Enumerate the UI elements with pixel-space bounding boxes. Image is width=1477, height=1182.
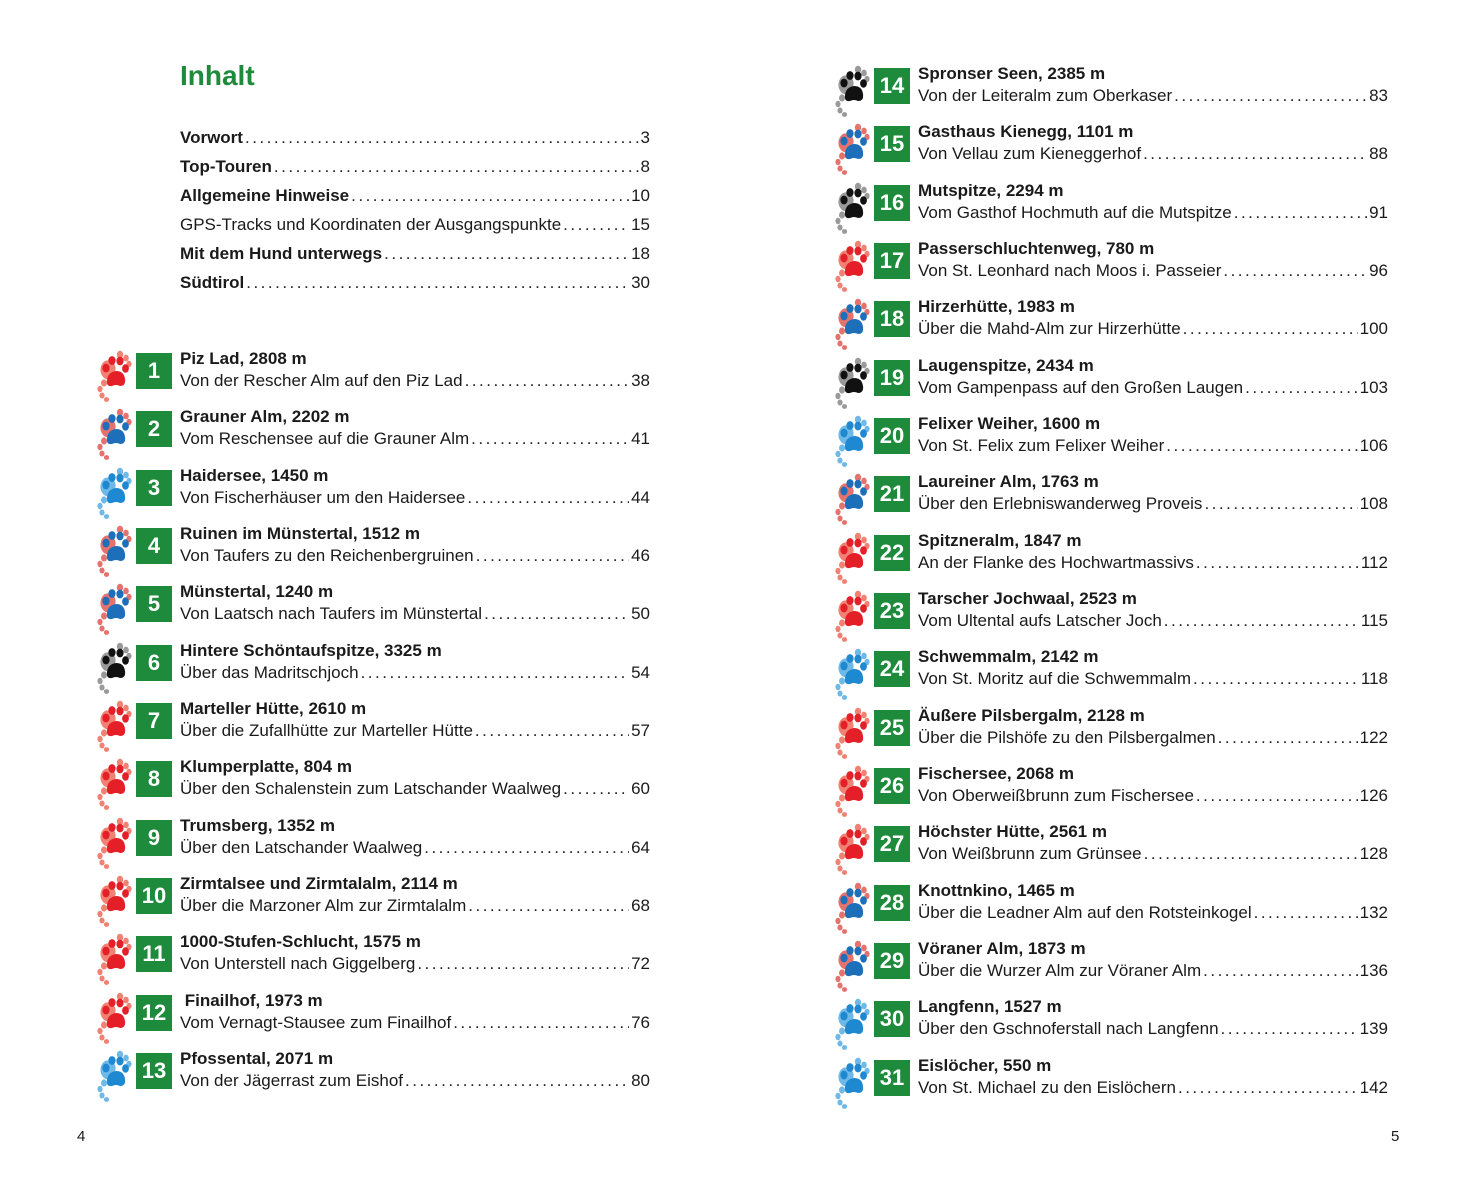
- tour-number: 27: [874, 826, 910, 862]
- tour-number: 4: [136, 528, 172, 564]
- toc-entry-page: 30: [631, 273, 650, 292]
- tour-number: 20: [874, 418, 910, 454]
- toc-entry-page: 10: [631, 186, 650, 205]
- tour-subtitle-row: [918, 260, 1388, 282]
- tour-subtitle: Vom Gasthof Hochmuth auf die Mutspitze: [918, 202, 1232, 222]
- tour-entry[interactable]: [96, 875, 650, 925]
- tour-entry[interactable]: [834, 823, 1388, 873]
- tour-title: 1000-Stufen-Schlucht, 1575 m: [180, 932, 421, 952]
- tour-number: 3: [136, 470, 172, 506]
- tour-subtitle: Vom Gampenpass auf den Großen Laugen: [918, 377, 1244, 397]
- paw-print-icon: [834, 182, 870, 234]
- tour-page: 136: [1359, 960, 1388, 980]
- leader-dots: [467, 487, 629, 509]
- paw-print-icon: [96, 933, 132, 985]
- leader-dots: [246, 273, 629, 293]
- tour-number: 24: [874, 651, 910, 687]
- tour-subtitle-row: [180, 487, 650, 509]
- leader-dots: [245, 128, 639, 148]
- leader-dots: [484, 603, 629, 625]
- paw-print-icon: [834, 473, 870, 525]
- tour-page: 91: [1369, 202, 1388, 222]
- tour-title: Finailhof, 1973 m: [180, 990, 323, 1010]
- tour-subtitle: Über den Erlebniswanderweg Proveis: [918, 494, 1203, 514]
- tour-number: 19: [874, 360, 910, 396]
- tour-title: Trumsberg, 1352 m: [180, 815, 335, 835]
- tour-number: 30: [874, 1001, 910, 1037]
- intro-toc-list: [180, 128, 650, 302]
- tour-title: Klumperplatte, 804 m: [180, 757, 352, 777]
- tour-entry[interactable]: [96, 350, 650, 400]
- tour-title: Tarscher Jochwaal, 2523 m: [918, 588, 1137, 608]
- paw-print-icon: [834, 765, 870, 817]
- leader-dots: [476, 545, 629, 567]
- tour-number: 15: [874, 126, 910, 162]
- tour-entry[interactable]: [834, 357, 1388, 407]
- leader-dots: [417, 953, 629, 975]
- tour-subtitle-row: [180, 953, 650, 975]
- tour-entry[interactable]: [96, 525, 650, 575]
- leader-dots: [424, 837, 629, 859]
- tour-entry[interactable]: [834, 998, 1388, 1048]
- tour-entry[interactable]: [96, 583, 650, 633]
- tour-number: 23: [874, 593, 910, 629]
- tour-number: 7: [136, 703, 172, 739]
- tour-entry[interactable]: [834, 1057, 1388, 1107]
- tour-entry[interactable]: [96, 467, 650, 517]
- tour-page: 57: [631, 720, 650, 740]
- tour-subtitle: An der Flanke des Hochwartmassivs: [918, 552, 1194, 572]
- paw-print-icon: [96, 1050, 132, 1102]
- tour-subtitle: Von St. Felix zum Felixer Weiher: [918, 435, 1165, 455]
- paw-print-icon: [834, 240, 870, 292]
- tour-subtitle: Über den Gschnoferstall nach Langfenn: [918, 1019, 1219, 1039]
- tour-number: 17: [874, 243, 910, 279]
- paw-print-icon: [834, 65, 870, 117]
- paw-print-icon: [96, 758, 132, 810]
- tour-page: 54: [631, 662, 650, 682]
- paw-print-icon: [96, 583, 132, 635]
- tour-subtitle-row: [918, 727, 1388, 749]
- tour-subtitle: Vom Reschensee auf die Grauner Alm: [180, 429, 470, 449]
- paw-print-icon: [834, 882, 870, 934]
- tour-page: 106: [1359, 435, 1388, 455]
- tour-subtitle: Über den Schalenstein zum Latschander Waalweg: [180, 779, 562, 799]
- tour-title: Ruinen im Münstertal, 1512 m: [180, 523, 420, 543]
- tour-number: 6: [136, 645, 172, 681]
- tour-number: 13: [136, 1053, 172, 1089]
- tour-page: 96: [1369, 260, 1388, 280]
- toc-entry-page: 15: [631, 215, 650, 234]
- tour-subtitle-row: [180, 545, 650, 567]
- leader-dots: [1164, 610, 1359, 632]
- tour-subtitle: Über die Leadner Alm auf den Rotsteinkogel: [918, 902, 1252, 922]
- tour-number: 11: [136, 936, 172, 972]
- leader-dots: [274, 157, 639, 177]
- tour-title: Hirzerhütte, 1983 m: [918, 297, 1075, 317]
- paw-print-icon: [834, 123, 870, 175]
- paw-print-icon: [96, 817, 132, 869]
- paw-print-icon: [96, 467, 132, 519]
- paw-print-icon: [96, 992, 132, 1044]
- tour-title: Spitzneralm, 1847 m: [918, 530, 1082, 550]
- tour-subtitle-row: [918, 1018, 1388, 1040]
- tour-subtitle: Über die Wurzer Alm zur Vöraner Alm: [918, 960, 1202, 980]
- tour-entry[interactable]: [96, 1050, 650, 1100]
- tour-entry[interactable]: [96, 758, 650, 808]
- paw-print-icon: [834, 357, 870, 409]
- tour-title: Passerschluchtenweg, 780 m: [918, 238, 1155, 258]
- tour-subtitle: Von St. Moritz auf die Schwemmalm: [918, 669, 1192, 689]
- leader-dots: [471, 428, 629, 450]
- tour-subtitle-row: [918, 552, 1388, 574]
- tour-subtitle: Von St. Leonhard nach Moos i. Passeier: [918, 260, 1222, 280]
- tour-entry[interactable]: [834, 123, 1388, 173]
- tour-title: Zirmtalsee und Zirmtalalm, 2114 m: [180, 873, 458, 893]
- toc-entry[interactable]: [180, 186, 650, 215]
- leader-dots: [1204, 493, 1357, 515]
- tour-number: 5: [136, 586, 172, 622]
- leader-dots: [1223, 260, 1367, 282]
- tour-subtitle: Über die Pilshöfe zu den Pilsbergalmen: [918, 727, 1216, 747]
- paw-print-icon: [834, 707, 870, 759]
- paw-print-icon: [834, 532, 870, 584]
- tour-subtitle: Von Taufers zu den Reichenbergruinen: [180, 545, 474, 565]
- leader-dots: [1183, 318, 1358, 340]
- paw-print-icon: [96, 350, 132, 402]
- tour-title: Grauner Alm, 2202 m: [180, 407, 350, 427]
- tour-title: Knottnkino, 1465 m: [918, 880, 1075, 900]
- tour-entry[interactable]: [834, 240, 1388, 290]
- tour-page: 108: [1359, 494, 1388, 514]
- tour-title: Mutspitze, 2294 m: [918, 180, 1064, 200]
- tour-number: 18: [874, 301, 910, 337]
- toc-entry-label: Südtirol: [180, 273, 245, 292]
- leader-dots: [1144, 843, 1358, 865]
- tour-subtitle-row: [918, 435, 1388, 457]
- tour-page: 44: [631, 487, 650, 507]
- tour-page: 100: [1359, 319, 1388, 339]
- leader-dots: [1218, 727, 1358, 749]
- tour-subtitle-row: [918, 493, 1388, 515]
- toc-entry[interactable]: [180, 215, 650, 244]
- tour-number: 25: [874, 710, 910, 746]
- leader-dots: [453, 1012, 629, 1034]
- tour-page: 128: [1359, 844, 1388, 864]
- tour-entry[interactable]: [834, 765, 1388, 815]
- page-number-right: 5: [1391, 1128, 1400, 1145]
- tour-entry[interactable]: [834, 532, 1388, 582]
- tour-subtitle-row: [180, 1070, 650, 1092]
- tour-number: 10: [136, 878, 172, 914]
- tour-page: 38: [631, 371, 650, 390]
- tour-subtitle-row: [918, 785, 1388, 807]
- tour-entry[interactable]: [834, 65, 1388, 115]
- leader-dots: [384, 244, 629, 264]
- leader-dots: [1174, 85, 1367, 107]
- tour-page: 60: [631, 779, 650, 799]
- tour-subtitle: Von der Jägerrast zum Eishof: [180, 1070, 404, 1090]
- toc-entry-label: Mit dem Hund unterwegs: [180, 244, 383, 263]
- tour-title: Schwemmalm, 2142 m: [918, 647, 1099, 667]
- tour-number: 22: [874, 535, 910, 571]
- tour-entry[interactable]: [96, 700, 650, 750]
- tour-entry[interactable]: [96, 642, 650, 692]
- leader-dots: [1193, 668, 1359, 690]
- tour-subtitle: Von der Rescher Alm auf den Piz Lad: [180, 371, 463, 390]
- tour-entry[interactable]: [96, 817, 650, 867]
- tour-title: Münstertal, 1240 m: [180, 582, 334, 602]
- tour-number: 14: [874, 68, 910, 104]
- tour-subtitle-row: [180, 720, 650, 742]
- tour-subtitle: Von Unterstell nach Giggelberg: [180, 954, 416, 974]
- tour-page: 118: [1360, 669, 1388, 689]
- tour-number: 31: [874, 1060, 910, 1096]
- tour-page: 64: [631, 837, 650, 857]
- tour-page: 126: [1359, 785, 1388, 805]
- leader-dots: [468, 895, 629, 917]
- tour-subtitle: Von Fischerhäuser um den Haidersee: [180, 487, 466, 507]
- toc-entry[interactable]: [180, 157, 650, 186]
- leader-dots: [1234, 202, 1367, 224]
- tour-page: 142: [1359, 1077, 1388, 1097]
- leader-dots: [1203, 960, 1358, 982]
- toc-entry-label: Top-Touren: [180, 157, 272, 176]
- tour-entry[interactable]: [834, 473, 1388, 523]
- tour-entry[interactable]: [834, 707, 1388, 757]
- tour-subtitle-row: [180, 1012, 650, 1034]
- toc-entry-label: Vorwort: [180, 128, 243, 147]
- tour-number: 8: [136, 761, 172, 797]
- tour-subtitle-row: [918, 202, 1388, 224]
- paw-print-icon: [834, 823, 870, 875]
- paw-print-icon: [834, 1057, 870, 1109]
- leader-dots: [1245, 377, 1358, 399]
- tour-page: 50: [631, 604, 650, 624]
- tour-title: Gasthaus Kienegg, 1101 m: [918, 122, 1134, 142]
- tour-title: Felixer Weiher, 1600 m: [918, 413, 1101, 433]
- tour-page: 88: [1369, 144, 1388, 164]
- tour-page: 132: [1359, 902, 1388, 922]
- tour-title: Fischersee, 2068 m: [918, 763, 1074, 783]
- toc-entry-page: 8: [640, 157, 650, 176]
- tour-title: Laureiner Alm, 1763 m: [918, 472, 1099, 492]
- toc-entry[interactable]: [180, 273, 650, 302]
- tour-subtitle-row: [918, 843, 1388, 865]
- tour-subtitle: Von Oberweißbrunn zum Fischersee: [918, 785, 1194, 805]
- leader-dots: [1143, 143, 1367, 165]
- tour-subtitle: Von Vellau zum Kieneggerhof: [918, 144, 1142, 164]
- paw-print-icon: [96, 642, 132, 694]
- tour-number: 1: [136, 353, 172, 389]
- tour-number: 28: [874, 885, 910, 921]
- tour-title: Pfossental, 2071 m: [180, 1048, 334, 1068]
- leader-dots: [351, 186, 629, 206]
- tour-subtitle: Von Laatsch nach Taufers im Münstertal: [180, 604, 483, 624]
- leader-dots: [405, 1070, 629, 1092]
- tour-entry[interactable]: [96, 408, 650, 458]
- paw-print-icon: [834, 940, 870, 992]
- tour-number: 29: [874, 943, 910, 979]
- tour-title: Höchster Hütte, 2561 m: [918, 822, 1107, 842]
- tour-number: 21: [874, 476, 910, 512]
- page-number-left: 4: [77, 1128, 86, 1145]
- tour-entry[interactable]: [834, 182, 1388, 232]
- tour-subtitle: Über die Marzoner Alm zur Zirmtalalm: [180, 895, 467, 915]
- paw-print-icon: [96, 700, 132, 752]
- tour-page: 76: [631, 1012, 650, 1032]
- tour-entry[interactable]: [96, 933, 650, 983]
- tour-subtitle: Von St. Michael zu den Eislöchern: [918, 1077, 1176, 1097]
- tour-subtitle-row: [918, 143, 1388, 165]
- tour-entry[interactable]: [834, 648, 1388, 698]
- tour-subtitle: Von Weißbrunn zum Grünsee: [918, 844, 1142, 864]
- leader-dots: [1221, 1018, 1358, 1040]
- tour-subtitle: Über das Madritschjoch: [180, 662, 359, 682]
- tour-number: 12: [136, 995, 172, 1031]
- tour-subtitle: Über die Mahd-Alm zur Hirzerhütte: [918, 319, 1181, 339]
- toc-entry-label: GPS-Tracks und Koordinaten der Ausgangspunkte: [180, 215, 562, 234]
- paw-print-icon: [834, 648, 870, 700]
- leader-dots: [1166, 435, 1357, 457]
- leader-dots: [361, 662, 630, 684]
- leader-dots: [1178, 1077, 1358, 1099]
- tour-subtitle-row: [918, 318, 1388, 340]
- tour-page: 103: [1359, 377, 1388, 397]
- tour-entry[interactable]: [834, 590, 1388, 640]
- tour-subtitle-row: [918, 902, 1388, 924]
- tour-title: Äußere Pilsbergalm, 2128 m: [918, 705, 1145, 725]
- tour-title: Haidersee, 1450 m: [180, 465, 329, 485]
- tour-title: Hintere Schöntaufspitze, 3325 m: [180, 640, 442, 660]
- tour-subtitle-row: [918, 377, 1388, 399]
- tour-subtitle-row: [918, 1077, 1388, 1099]
- tour-title: Laugenspitze, 2434 m: [918, 355, 1094, 375]
- tour-number: 2: [136, 411, 172, 447]
- tour-subtitle: Vom Vernagt-Stausee zum Finailhof: [180, 1012, 452, 1032]
- tour-page: 80: [631, 1070, 650, 1090]
- tour-subtitle-row: [918, 610, 1388, 632]
- tour-title: Eislöcher, 550 m: [918, 1055, 1052, 1075]
- tour-page: 41: [631, 429, 650, 449]
- tour-entry[interactable]: [834, 415, 1388, 465]
- tour-number: 26: [874, 768, 910, 804]
- tour-subtitle-row: [180, 370, 650, 392]
- tour-entry[interactable]: [96, 992, 650, 1042]
- tour-subtitle-row: [180, 603, 650, 625]
- tour-subtitle-row: [180, 895, 650, 917]
- paw-print-icon: [834, 998, 870, 1050]
- paw-print-icon: [834, 590, 870, 642]
- toc-entry[interactable]: [180, 128, 650, 157]
- tour-page: 139: [1359, 1019, 1388, 1039]
- tour-subtitle: Über den Latschander Waalweg: [180, 837, 423, 857]
- tour-title: Langfenn, 1527 m: [918, 997, 1062, 1017]
- toc-entry[interactable]: [180, 244, 650, 273]
- tour-page: 112: [1360, 552, 1388, 572]
- tour-number: 16: [874, 185, 910, 221]
- tour-subtitle-row: [918, 85, 1388, 107]
- paw-print-icon: [96, 875, 132, 927]
- tour-subtitle-row: [180, 837, 650, 859]
- tour-page: 72: [631, 954, 650, 974]
- tour-page: 83: [1369, 86, 1388, 105]
- paw-print-icon: [834, 415, 870, 467]
- leader-dots: [1254, 902, 1358, 924]
- paw-print-icon: [96, 408, 132, 460]
- tour-subtitle: Vom Ultental aufs Latscher Joch: [918, 610, 1162, 630]
- tour-title: Piz Lad, 2808 m: [180, 349, 307, 368]
- tour-entry[interactable]: [834, 298, 1388, 348]
- tour-title: Spronser Seen, 2385 m: [918, 64, 1106, 83]
- tour-page: 68: [631, 895, 650, 915]
- tour-subtitle-row: [180, 662, 650, 684]
- leader-dots: [563, 778, 629, 800]
- tour-subtitle: Von der Leiteralm zum Oberkaser: [918, 86, 1173, 105]
- tour-page: 115: [1360, 610, 1388, 630]
- toc-entry-page: 3: [640, 128, 650, 147]
- toc-entry-page: 18: [631, 244, 650, 263]
- tour-title: Marteller Hütte, 2610 m: [180, 698, 367, 718]
- tour-page: 46: [631, 545, 650, 565]
- tour-subtitle-row: [180, 778, 650, 800]
- tour-subtitle: Über die Zufallhütte zur Marteller Hütte: [180, 720, 473, 740]
- paw-print-icon: [834, 298, 870, 350]
- leader-dots: [465, 370, 630, 392]
- tour-subtitle-row: [918, 668, 1388, 690]
- tour-page: 122: [1359, 727, 1388, 747]
- tour-title: Vöraner Alm, 1873 m: [918, 938, 1086, 958]
- leader-dots: [1196, 552, 1359, 574]
- tour-entry[interactable]: [834, 882, 1388, 932]
- tour-number: 9: [136, 820, 172, 856]
- toc-entry-label: Allgemeine Hinweise: [180, 186, 350, 205]
- page-title: Inhalt: [180, 60, 255, 91]
- tour-subtitle-row: [918, 960, 1388, 982]
- paw-print-icon: [96, 525, 132, 577]
- tour-entry[interactable]: [834, 940, 1388, 990]
- leader-dots: [563, 215, 629, 235]
- leader-dots: [475, 720, 629, 742]
- tour-subtitle-row: [180, 428, 650, 450]
- leader-dots: [1196, 785, 1358, 807]
